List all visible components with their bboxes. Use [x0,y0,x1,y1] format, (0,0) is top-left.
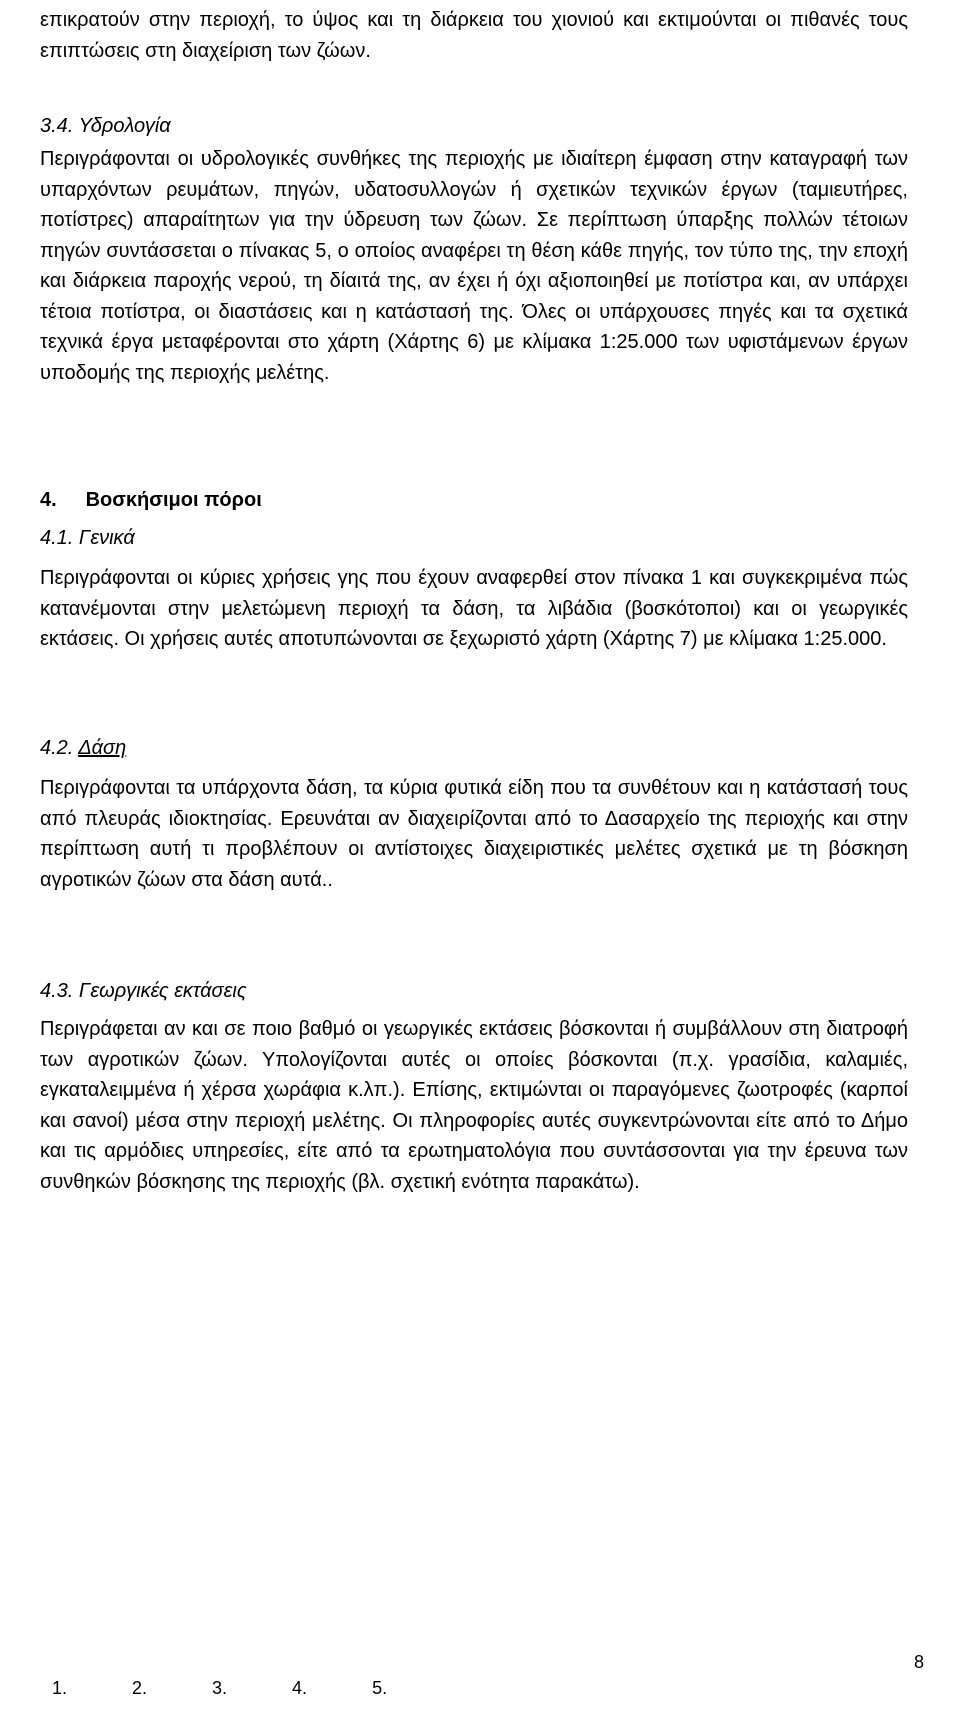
section-3-4-heading [40,112,171,140]
section-4-2-body: Περιγράφονται τα υπάρχοντα δάση, τα κύρια φυτικά είδη που τα συνθέτουν και η κατάστασή τους από πλευράς ιδιοκτησίας. Ερευνάται αν διαχειρίζονται από το Δασαρχείο της περιοχής και στην περίπτωση αυτή τι προβλέπουν οι αντίστοιχες διαχειριστικές μελέτες σχετικά με τη βόσκηση αγροτικών ζώων στα δάση αυτά.. [40,777,908,891]
section-title: Γεωργικές εκτάσεις [78,980,247,1002]
section-4-1-body: Περιγράφονται οι κύριες χρήσεις γης που έχουν αναφερθεί στον πίνακα 1 και συγκεκριμένα πώς κατανέμονται στην μελετώμενη περιοχή τα δάση, τα λιβάδια (βοσκότοποι) και οι γεωργικές εκτάσεις. Οι χρήσεις αυτές αποτυπώνονται σε ξεχωριστό χάρτη (Χάρτης 7) με κλίμακα 1:25.000. [40,567,908,650]
section-number: 4. [40,489,57,511]
section-title: Γενικά [78,527,135,549]
section-4-2-heading [40,734,126,762]
section-3-4-body: Περιγράφονται οι υδρολογικές συνθήκες της περιοχής με ιδιαίτερη έμφαση στην καταγραφή των υπαρχόντων ρευμάτων, πηγών, υδατοσυλλογών ή σχετικών τεχνικών έργων (ταμιευτήρες, ποτίστρες) απαραίτητων για την ύδρευση των ζώων. Σε περίπτωση ύπαρξης πολλών τέτοιων πηγών συντάσσεται ο πίνακας 5, ο οποίος αναφέρει τη θέση κάθε πηγής, τον τύπο της, την εποχή και διάρκεια παροχής νερού, τη δίαιτά της, αν έχει ή όχι αξιοποιηθεί με ποτίστρα και, αν υπάρχει τέτοια ποτίστρα, οι διαστάσεις και η κατάστασή της. Όλες οι υπάρχουσες πηγές και τα σχετικά τεχνικά έργα μεταφέρονται στο χάρτη (Χάρτης 6) με κλίμακα 1:25.000 των υφιστάμενων έργων υποδομής της περιοχής μελέτης. [40,148,908,384]
section-number: 4.1. [40,527,74,549]
footer-list-item: 3. [212,1678,228,1698]
footer-list-item: 1. [52,1678,68,1698]
footer-list-item: 5. [372,1678,388,1698]
section-number: 4.3. [40,980,74,1002]
page-number: 8 [913,1652,924,1672]
section-4-3-body: Περιγράφεται αν και σε ποιο βαθμό οι γεωργικές εκτάσεις βόσκονται ή συμβάλλουν στη διατροφή των αγροτικών ζώων. Υπολογίζονται αυτές οι οποίες βόσκονται (π.χ. γρασίδια, καλαμιές, εγκαταλειμμένα ή χέρσα χωράφια κ.λπ.). Επίσης, εκτιμώνται οι παραγόμενες ζωοτροφές (καρποί και σανοί) μέσα στην περιοχή μελέτης. Οι πληροφορίες αυτές συγκεντρώνονται είτε από το Δήμο και τις αρμόδιες υπηρεσίες, είτε από τα ερωτηματολόγια που συντάσσονται για την έρευνα των συνθηκών βόσκησης της περιοχής (βλ. σχετική ενότητα παρακάτω). [40,1018,908,1193]
section-title: Δάση [78,737,127,759]
section-4-3-heading [40,977,247,1005]
section-4-1-heading [40,524,135,552]
footer-list [52,1678,447,1699]
section-number: 3.4. [40,115,74,137]
section-title: Βοσκήσιμοι πόροι [85,489,262,511]
section-title: Υδρολογία [78,115,171,137]
footer-list-item: 2. [132,1678,148,1698]
section-4-heading [40,486,262,514]
footer-list-item: 4. [292,1678,308,1698]
intro-paragraph: επικρατούν στην περιοχή, το ύψος και τη διάρκεια του χιονιού και εκτιμούνται οι πιθανές τους επιπτώσεις στη διαχείριση των ζώων. [40,9,908,62]
section-number: 4.2. [40,737,74,759]
